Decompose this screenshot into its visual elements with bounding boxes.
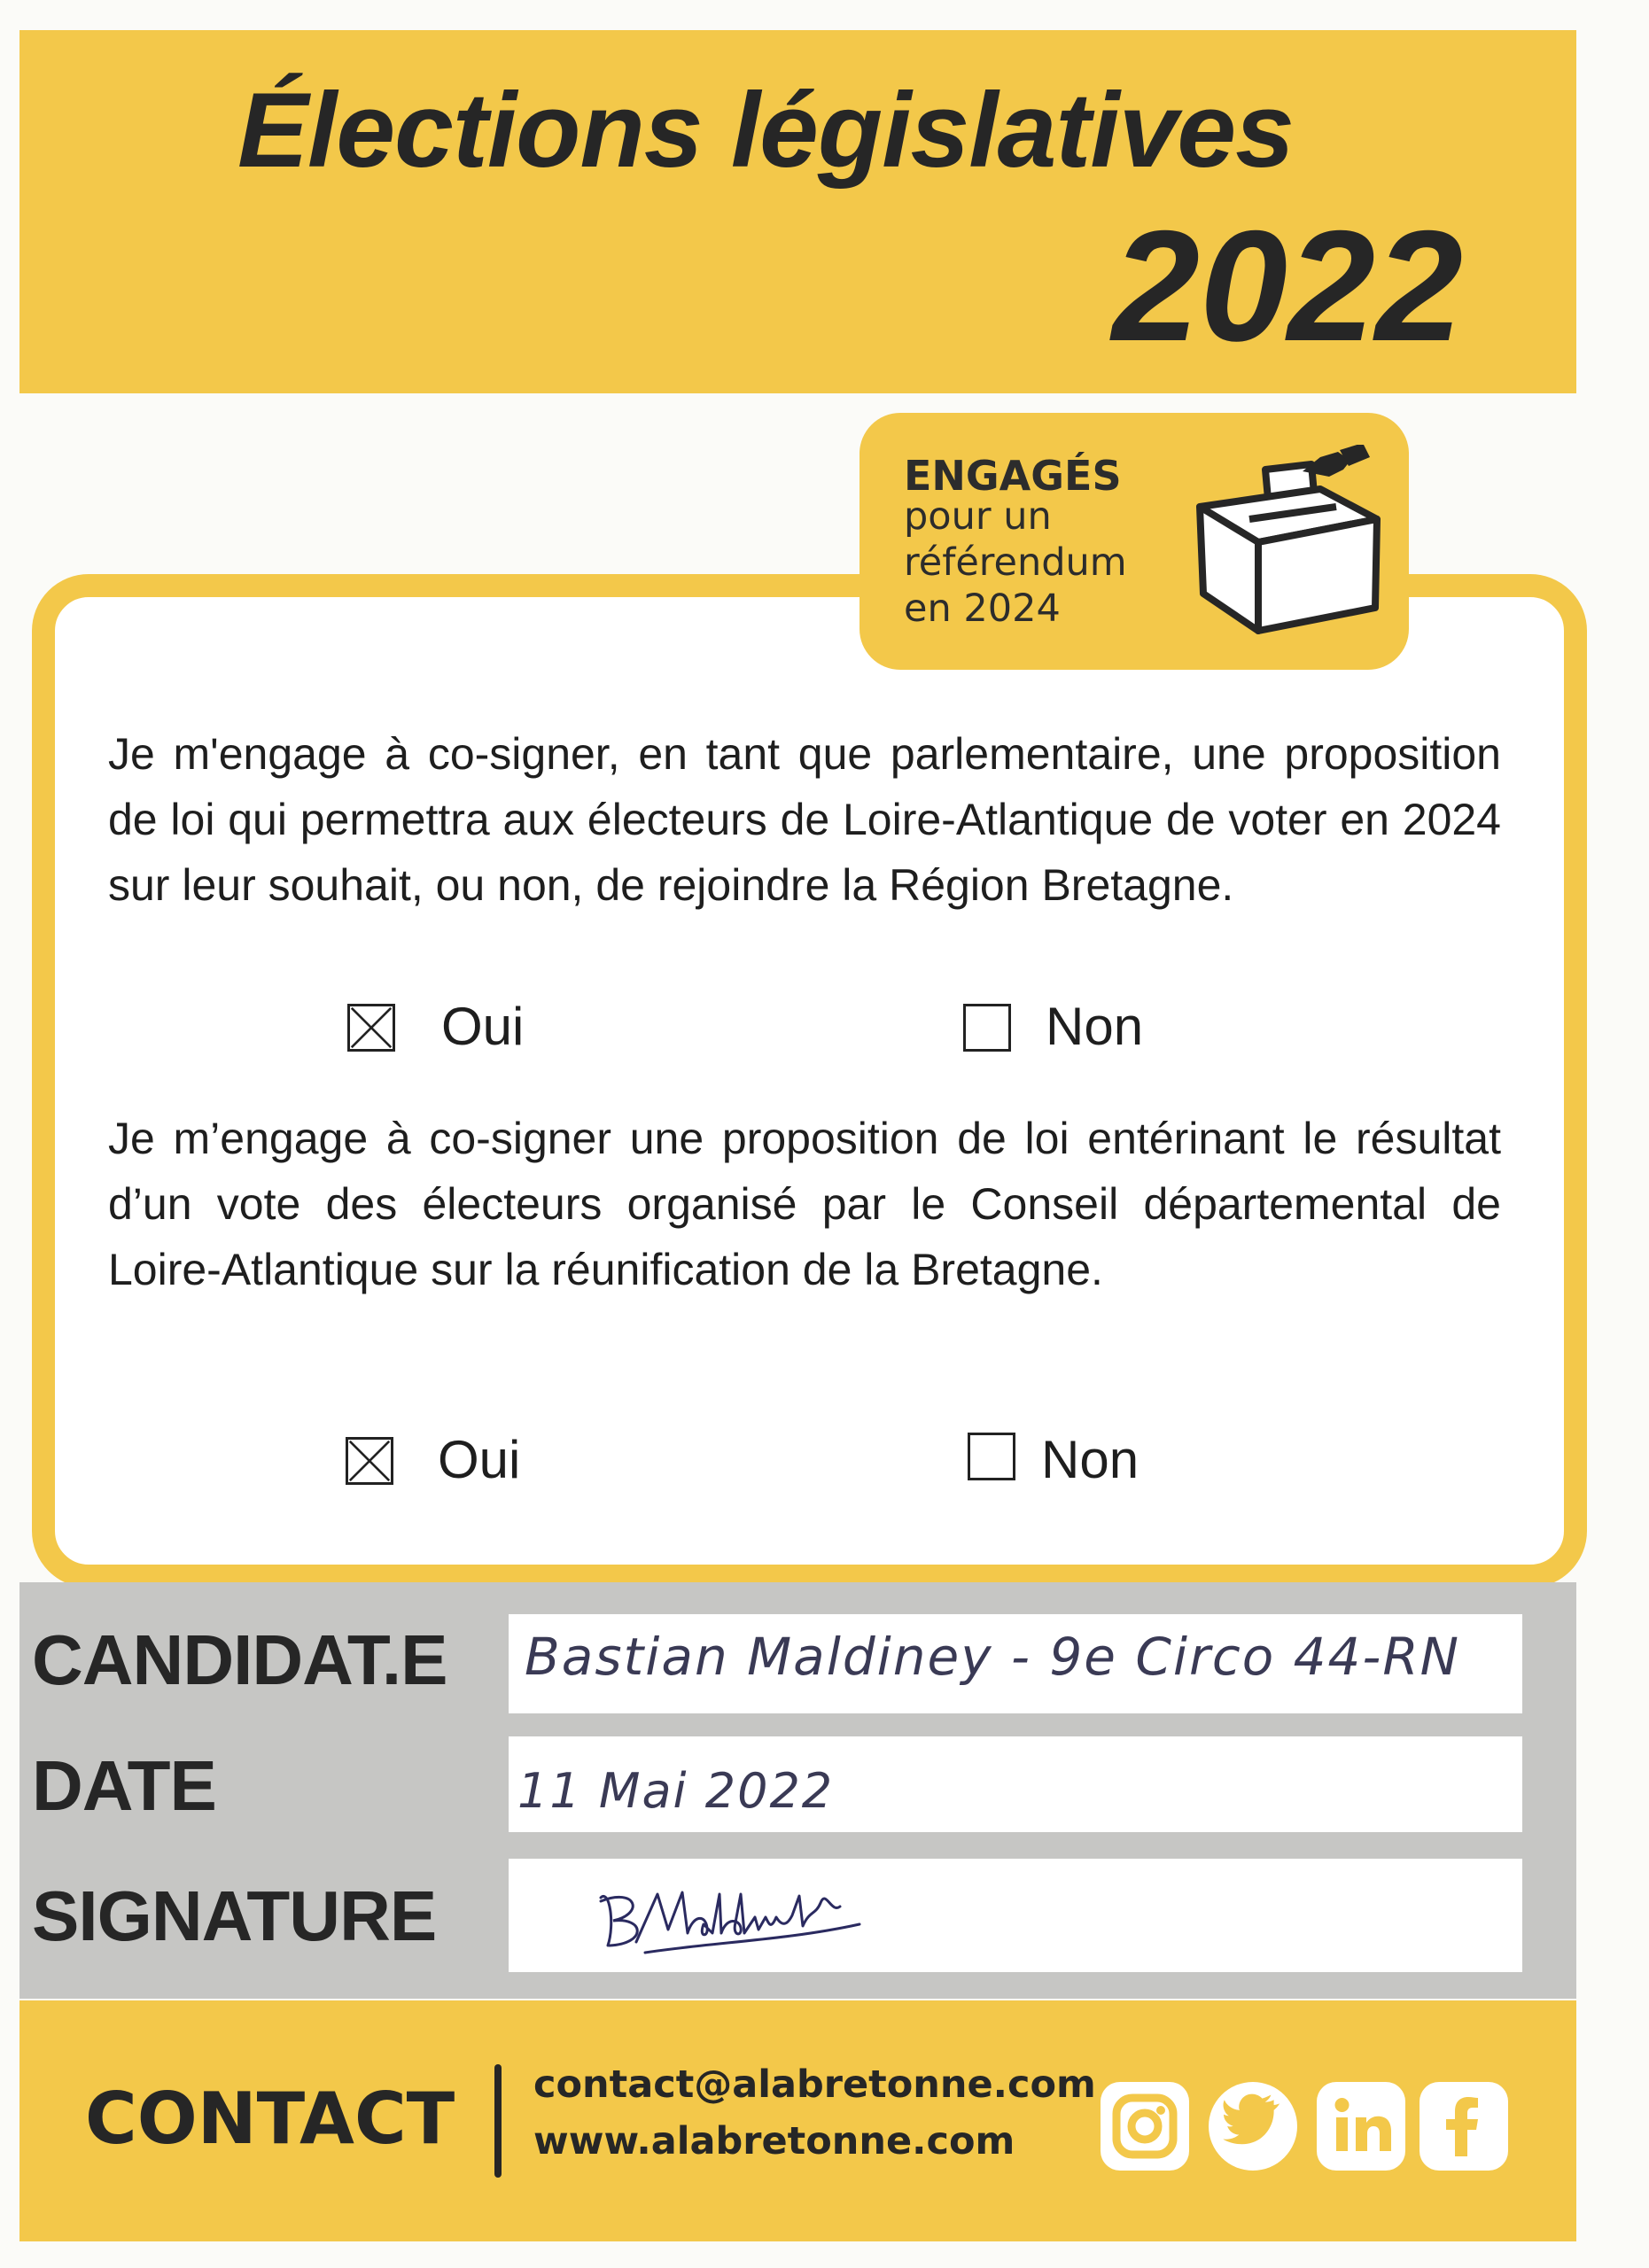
contact-label: CONTACT — [85, 2078, 455, 2160]
question-1-no-label: Non — [1046, 997, 1144, 1056]
facebook-icon[interactable] — [1420, 2082, 1508, 2171]
question-2-yes-label: Oui — [438, 1430, 521, 1489]
question-2-text: Je m’engage à co-signer une proposition de loi entérinant le résultat d’un vote des électeurs organisé par le Conseil départemental de Loire-Atlantique sur la réunification de la Bretagne. — [108, 1114, 1501, 1294]
date-label: DATE — [32, 1746, 216, 1825]
linkedin-icon[interactable] — [1317, 2082, 1405, 2171]
contact-email-link[interactable]: contact@alabretonne.com — [533, 2062, 1096, 2107]
contact-website-link[interactable]: www.alabretonne.com — [533, 2119, 1015, 2163]
election-year: 2022 — [1112, 198, 1463, 374]
badge-title: ENGAGÉS — [904, 452, 1122, 500]
badge-line-1: pour un — [904, 494, 1052, 539]
twitter-icon[interactable] — [1209, 2082, 1297, 2171]
question-1-yes-label: Oui — [441, 997, 525, 1056]
page-title: Élections législatives — [237, 71, 1294, 190]
handwritten-signature — [583, 1871, 875, 1960]
signature-field[interactable] — [509, 1859, 1522, 1972]
question-1-yes-checkbox[interactable] — [347, 1004, 395, 1052]
instagram-icon[interactable] — [1101, 2082, 1189, 2171]
badge-line-2: référendum — [904, 540, 1127, 585]
candidate-field[interactable] — [509, 1614, 1522, 1713]
date-value: 11 Mai 2022 — [517, 1763, 835, 1819]
question-2-no-label: Non — [1041, 1430, 1140, 1489]
ballot-box-icon — [1187, 445, 1389, 641]
date-field[interactable] — [509, 1736, 1522, 1832]
question-2-no-checkbox[interactable] — [968, 1433, 1015, 1480]
question-1-no-checkbox[interactable] — [963, 1004, 1011, 1052]
badge-line-3: en 2024 — [904, 586, 1061, 631]
contact-divider — [494, 2064, 502, 2178]
question-1-text: Je m'engage à co-signer, en tant que parlementaire, une proposition de loi qui permettra aux électeurs de Loire-Atlantique de voter en 2024 sur leur souhait, ou non, de rejoindre la Région Bretagne. — [108, 729, 1501, 910]
signature-label: SIGNATURE — [32, 1876, 437, 1955]
candidate-label: CANDIDAT.E — [32, 1620, 447, 1699]
question-2-yes-checkbox[interactable] — [346, 1437, 393, 1485]
candidate-value: Bastian Maldiney - 9e Circo 44-RN — [525, 1627, 1461, 1687]
